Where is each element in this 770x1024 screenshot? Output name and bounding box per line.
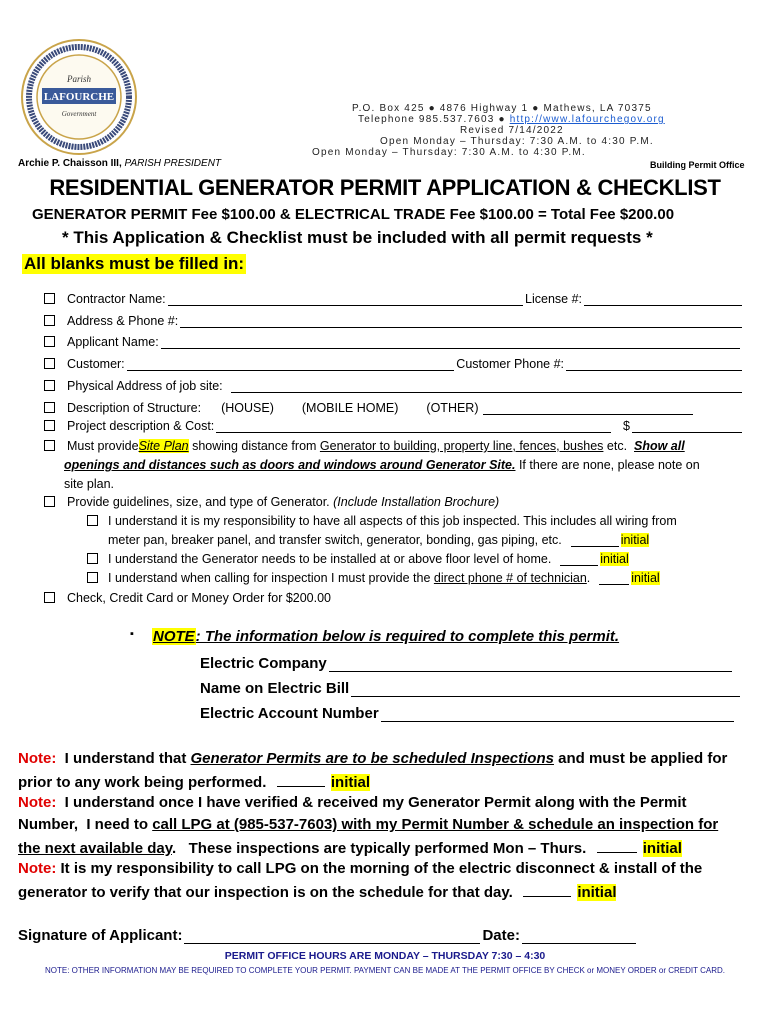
- president-name: Archie P. Chaisson III,: [18, 158, 122, 169]
- electric-company-field[interactable]: [329, 657, 732, 672]
- address-label: Address & Phone #:: [67, 314, 179, 328]
- seal-text-top: Parish: [66, 74, 92, 84]
- sub-item-1-cont: [108, 533, 649, 547]
- customer-checkbox[interactable]: [44, 358, 55, 369]
- signature-field[interactable]: [184, 929, 480, 944]
- site-plan-distances: Generator to building, property line, fences, bushes: [319, 439, 604, 453]
- sub-item-3-initial: initial: [631, 571, 660, 585]
- sub-item-1-initial-field[interactable]: [571, 535, 619, 547]
- must-include-notice: * This Application & Checklist must be included with all permit requests *: [62, 228, 653, 247]
- sub-item-3-checkbox[interactable]: [87, 572, 98, 583]
- note-3-initial-field[interactable]: [523, 882, 571, 897]
- electric-name-field[interactable]: [351, 682, 740, 697]
- sub-item-2-initial-field[interactable]: [560, 554, 598, 566]
- parish-seal-logo: [20, 38, 138, 156]
- address-phone-field[interactable]: [180, 316, 742, 328]
- sub-item-1-checkbox[interactable]: [87, 515, 98, 526]
- website-link[interactable]: http://www.lafourchegov.org: [509, 114, 665, 125]
- contractor-name-field[interactable]: [168, 294, 523, 306]
- sub-item-2: [87, 552, 629, 566]
- parish-president: [18, 158, 221, 169]
- note-bullet: ▪: [130, 628, 134, 640]
- sub-item-1-initial: initial: [620, 533, 650, 547]
- signature-row: [18, 927, 638, 944]
- mobile-home-option[interactable]: (MOBILE HOME): [301, 401, 399, 415]
- customer-row: [44, 357, 744, 371]
- sub-item-3-pre: I understand when calling for inspection I must provide the: [108, 571, 434, 585]
- note-2-text-c: . These inspections are typically performed Mon – Thurs.: [171, 840, 595, 857]
- sub-item-3-initial-field[interactable]: [599, 573, 629, 585]
- electric-name-label: Name on Electric Bill: [200, 680, 350, 697]
- payment-text: Check, Credit Card or Money Order for $200.00: [67, 591, 332, 605]
- note-2-next-day: the next available day: [18, 840, 172, 857]
- payment-note-footer: NOTE: OTHER INFORMATION MAY BE REQUIRED TO COMPLETE YOUR PERMIT. PAYMENT CAN BE MADE AT THE PERMIT OFFICE BY CHECK or MONEY ORDER or CREDIT CARD.: [45, 966, 725, 975]
- note-heading: [152, 628, 619, 645]
- hours-line-1: Open Monday – Thursday: 7:30 A.M. to 4:30 P.M.: [380, 136, 654, 147]
- note-3-initial: initial: [577, 884, 617, 901]
- sub-item-3-post: .: [586, 571, 598, 585]
- address-checkbox[interactable]: [44, 315, 55, 326]
- note-label: NOTE: [153, 628, 195, 645]
- fee-line: GENERATOR PERMIT Fee $100.00 & ELECTRICAL TRADE Fee $100.00 = Total Fee $200.00: [32, 206, 675, 223]
- note-2-line2: [18, 816, 718, 833]
- site-plan-link: Site Plan: [138, 439, 189, 453]
- site-plan-row: [44, 439, 685, 453]
- other-field[interactable]: [483, 403, 693, 415]
- note-2-line3: [18, 838, 682, 857]
- note-2-call-lpg: call LPG at (985-537-7603) with my Permit Number & schedule an inspection for: [152, 816, 719, 833]
- site-plan-checkbox[interactable]: [44, 440, 55, 451]
- structure-row: [44, 401, 695, 415]
- telephone: Telephone 985.537.7603 ●: [358, 114, 510, 125]
- electric-account-label: Electric Account Number: [200, 705, 379, 722]
- all-blanks-notice: All blanks must be filled in:: [24, 254, 245, 273]
- project-cost-field[interactable]: [632, 421, 742, 433]
- structure-checkbox[interactable]: [44, 402, 55, 413]
- telephone-line: [358, 114, 665, 125]
- note-3-label: Note:: [18, 860, 57, 877]
- note-1-line1: [18, 750, 727, 767]
- project-checkbox[interactable]: [44, 420, 55, 431]
- note-1-initial-field[interactable]: [277, 772, 325, 787]
- note-heading-text: : The information below is required to complete this permit.: [195, 628, 620, 645]
- hours-line-2: Open Monday – Thursday: 7:30 A.M. to 4:30 P.M.: [312, 147, 586, 158]
- note-3-line1: [18, 860, 702, 877]
- openings-text: openings and distances such as doors and windows around Generator Site.: [64, 458, 516, 472]
- note-1-scheduled: Generator Permits are to be scheduled Inspections: [190, 750, 554, 767]
- address-row: [44, 314, 744, 328]
- site-plan-etc: etc.: [603, 439, 634, 453]
- office-name: Building Permit Office: [650, 160, 745, 170]
- house-option[interactable]: (HOUSE): [221, 401, 274, 415]
- guidelines-brochure: (Include Installation Brochure): [333, 495, 500, 509]
- guidelines-row: [44, 495, 499, 509]
- none-note-text: If there are none, please note on: [515, 458, 700, 472]
- applicant-name-field[interactable]: [161, 337, 740, 349]
- license-label: License #:: [525, 292, 582, 306]
- physical-address-row: [44, 379, 744, 393]
- office-hours-footer: PERMIT OFFICE HOURS ARE MONDAY – THURSDAY 7:30 – 4:30: [224, 950, 546, 962]
- seal-text-bottom: Government: [61, 110, 97, 118]
- customer-phone-label: Customer Phone #:: [456, 357, 564, 371]
- applicant-row: [44, 335, 742, 349]
- site-plan-pre: Must provide: [67, 439, 139, 453]
- note-3-text-b: generator to verify that our inspection is on the schedule for that day.: [18, 884, 522, 901]
- site-plan-line3: site plan.: [64, 477, 115, 491]
- customer-field[interactable]: [127, 359, 455, 371]
- site-plan-mid: showing distance from: [188, 439, 320, 453]
- physical-address-field[interactable]: [231, 381, 742, 393]
- note-2-text-b: Number, I need to: [18, 816, 153, 833]
- note-3-line2: [18, 882, 616, 901]
- project-label: Project description & Cost:: [67, 419, 215, 433]
- physical-address-label: Physical Address of job site:: [67, 379, 223, 393]
- project-description-field[interactable]: [216, 421, 611, 433]
- sub-item-3: [87, 571, 660, 585]
- note-1-text-c: prior to any work being performed.: [18, 774, 275, 791]
- seal-text-main: LAFOURCHE: [43, 91, 115, 103]
- license-field[interactable]: [584, 294, 742, 306]
- project-row: [44, 419, 744, 433]
- dollar-sign: $: [623, 419, 630, 433]
- sub-item-3-phone: direct phone # of technician: [433, 571, 587, 585]
- customer-label: Customer:: [67, 357, 125, 371]
- payment-row: [44, 591, 331, 605]
- sub-item-1-text-cont: meter pan, breaker panel, and transfer switch, generator, bonding, gas piping, etc.: [108, 533, 569, 547]
- date-label: Date:: [482, 927, 520, 944]
- revised-date: Revised 7/14/2022: [460, 125, 564, 136]
- note-2-initial-field[interactable]: [597, 838, 637, 853]
- electric-account-field[interactable]: [381, 707, 734, 722]
- electric-company-label: Electric Company: [200, 655, 327, 672]
- note-1-label: Note:: [18, 750, 57, 767]
- page-title: RESIDENTIAL GENERATOR PERMIT APPLICATION & CHECKLIST: [49, 175, 721, 200]
- note-1-initial: initial: [330, 774, 371, 791]
- electric-company-row: [200, 655, 734, 672]
- signature-label: Signature of Applicant:: [18, 927, 183, 944]
- applicant-checkbox[interactable]: [44, 336, 55, 347]
- electric-account-row: [200, 705, 736, 722]
- note-2-text-a: I understand once I have verified & received my Generator Permit along with the Permit: [56, 794, 687, 811]
- note-3-text-a: It is my responsibility to call LPG on the morning of the electric disconnect & install of the: [56, 860, 703, 877]
- note-2-initial: initial: [642, 840, 682, 857]
- address-line: P.O. Box 425 ● 4876 Highway 1 ● Mathews, LA 70375: [352, 103, 652, 114]
- president-title: PARISH PRESIDENT: [121, 158, 222, 169]
- note-2-label: Note:: [18, 794, 57, 811]
- structure-label: Description of Structure:: [67, 401, 202, 415]
- guidelines-checkbox[interactable]: [44, 496, 55, 507]
- date-field[interactable]: [522, 929, 636, 944]
- other-option[interactable]: (OTHER): [426, 401, 479, 415]
- applicant-label: Applicant Name:: [67, 335, 159, 349]
- note-2-line1: [18, 794, 687, 811]
- electric-name-row: [200, 680, 742, 697]
- sub-item-2-initial: initial: [600, 552, 629, 566]
- note-1-line2: [18, 772, 370, 791]
- contractor-row: [44, 292, 744, 306]
- customer-phone-field[interactable]: [566, 359, 742, 371]
- sub-item-2-checkbox[interactable]: [87, 553, 98, 564]
- note-1-text-b: and must be applied for: [553, 750, 728, 767]
- note-1-text-a: I understand that: [56, 750, 191, 767]
- site-plan-line2: [64, 458, 700, 472]
- sub-item-1-text: I understand it is my responsibility to have all aspects of this job inspected. This includes all wiring from: [108, 514, 677, 528]
- physical-address-checkbox[interactable]: [44, 380, 55, 391]
- show-all-text: Show all: [634, 439, 685, 453]
- payment-checkbox[interactable]: [44, 592, 55, 603]
- contractor-label: Contractor Name:: [67, 292, 166, 306]
- sub-item-1: [87, 514, 677, 528]
- guidelines-text: Provide guidelines, size, and type of Generator.: [67, 495, 334, 509]
- contractor-checkbox[interactable]: [44, 293, 55, 304]
- sub-item-2-text: I understand the Generator needs to be installed at or above floor level of home.: [108, 552, 559, 566]
